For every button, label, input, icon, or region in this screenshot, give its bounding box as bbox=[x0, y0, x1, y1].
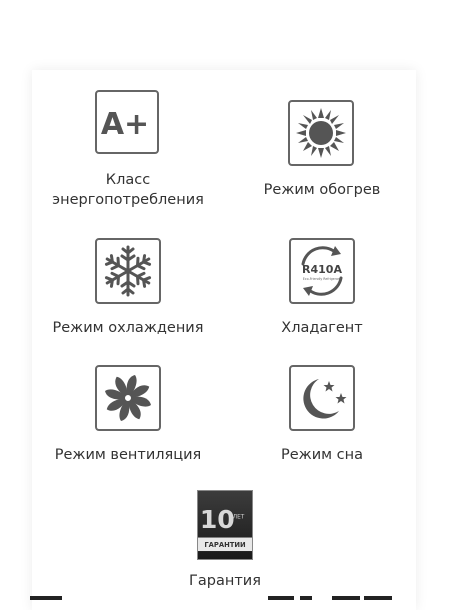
bottom-bar bbox=[30, 596, 62, 600]
feature-label-heating: Режим обогрев bbox=[263, 182, 381, 198]
moon-stars-icon bbox=[289, 365, 355, 431]
feature-label-fan: Режим вентиляция bbox=[54, 447, 202, 463]
warranty-badge-unit: ЛЕТ bbox=[232, 514, 245, 521]
warranty-label: Гарантия bbox=[189, 573, 261, 589]
fan-icon bbox=[95, 365, 161, 431]
warranty-badge bbox=[197, 490, 253, 560]
warranty-badge-text: ГАРАНТИИ bbox=[204, 541, 246, 550]
feature-label-line: энергопотребления bbox=[52, 192, 204, 208]
feature-label-sleep: Режим сна bbox=[280, 447, 364, 463]
warranty-badge-number: 10 bbox=[199, 504, 235, 534]
feature-label-energy bbox=[40, 170, 216, 210]
energy-class-icon bbox=[95, 90, 159, 154]
refrigerant-icon bbox=[289, 238, 355, 304]
feature-label-line: Класс bbox=[105, 172, 151, 188]
refrigerant-icon-subtext: Eco-Friendly Refrigerant bbox=[302, 277, 342, 281]
feature-label-refrigerant: Хладагент bbox=[281, 320, 363, 336]
refrigerant-icon-text: R410A bbox=[302, 263, 342, 276]
sun-icon bbox=[288, 100, 354, 166]
bottom-bar bbox=[300, 596, 312, 600]
feature-label-cooling: Режим охлаждения bbox=[52, 320, 204, 336]
bottom-bar bbox=[268, 596, 294, 600]
bottom-bar bbox=[364, 596, 392, 600]
energy-class-icon-text: A+ bbox=[100, 107, 150, 142]
bottom-bar bbox=[332, 596, 360, 600]
snowflake-icon bbox=[95, 238, 161, 304]
